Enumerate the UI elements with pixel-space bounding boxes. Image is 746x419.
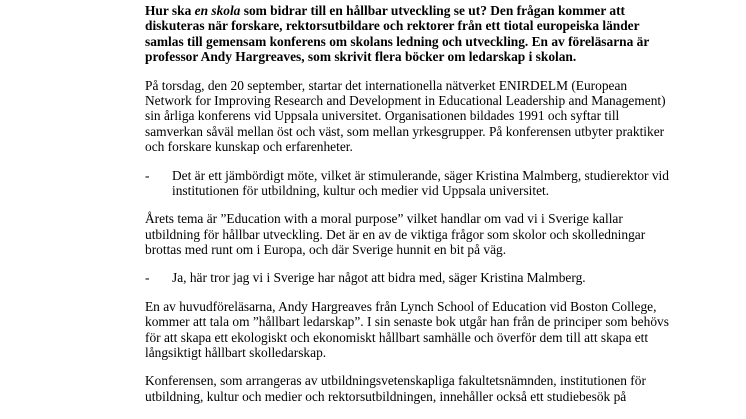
paragraph-line: Konferensen, som arrangeras av utbildningsvetenskapliga fakultetsnämnden, institutionen för — [145, 373, 646, 389]
paragraph-line: och forskare kunskap och erfarenheter. — [145, 139, 353, 155]
quote-line: Det är ett jämbördigt möte, vilket är stimulerande, säger Kristina Malmberg, studierektor vid — [172, 167, 669, 183]
lead-paragraph — [145, 3, 725, 65]
lead-line — [145, 3, 725, 18]
paragraph-line: långsiktigt hållbart skolledarskap. — [145, 345, 327, 361]
lead-text: som bidrar till en hållbar utveckling se ut? Den frågan kommer att — [240, 3, 625, 18]
quote-malmberg-1 — [145, 168, 725, 199]
paragraph-line: sin årliga konferens vid Uppsala universitet. Organisationen bildades 1991 och syftar till — [145, 108, 620, 124]
dash-marker: - — [145, 167, 150, 183]
paragraph-line: utbildning, kultur och medier och rektorsutbildningen, innehåller också ett studiebesök på — [145, 388, 627, 404]
paragraph-line: Network for Improving Research and Development in Educational Leadership and Management) — [145, 92, 666, 108]
paragraph-line: Årets tema är ”Education with a moral purpose” vilket handlar om vad vi i Sverige kallar — [145, 211, 623, 227]
dash-marker: - — [145, 270, 150, 286]
lead-line: diskuteras när forskare, rektorsutbildare och rektorer från ett tiotal europeiska länder — [145, 18, 640, 34]
paragraph-line: samverkan såväl mellan öst och väst, som mellan yrkesgrupper. På konferensen utbyter praktiker — [145, 123, 665, 139]
paragraph-line: brottas med runt om i Europa, och där Sverige hunnit en bit på väg. — [145, 242, 507, 258]
paragraph-line: för att skapa ett ekologiskt och ekonomiskt hållbart samhälle och överför dem till att skapa ett — [145, 329, 649, 345]
paragraph-enirdelm — [145, 78, 725, 155]
quote-malmberg-2 — [145, 270, 725, 285]
paragraph-line: En av huvudföreläsarna, Andy Hargreaves från Lynch School of Education vid Boston College, — [145, 298, 657, 314]
lead-line: samlas till gemensam konferens om skolans ledning och utveckling. En av föreläsarna är — [145, 33, 650, 49]
paragraph-line: kommer att tala om ”hållbart ledarskap”. I sin senaste bok utgår han från de principer som behövs — [145, 314, 669, 330]
document-body — [145, 3, 725, 404]
quote-line: institutionen för utbildning, kultur och medier vid Uppsala universitet. — [172, 182, 550, 198]
lead-line: professor Andy Hargreaves, som skrivit flera böcker om ledarskap i skolan. — [145, 49, 577, 65]
quote-line: Ja, här tror jag vi i Sverige har något att bidra med, säger Kristina Malmberg. — [172, 270, 586, 286]
paragraph-conference — [145, 373, 725, 404]
paragraph-line: På torsdag, den 20 september, startar det internationella nätverket ENIRDELM (European — [145, 77, 628, 93]
paragraph-line: utbildning för hållbar utveckling. Det är en av de viktiga frågor som skolor och skolledningar — [145, 226, 646, 242]
lead-text: Hur ska — [145, 3, 195, 18]
paragraph-hargreaves — [145, 299, 725, 361]
lead-emphasis: en skola — [194, 3, 241, 18]
paragraph-theme — [145, 211, 725, 257]
